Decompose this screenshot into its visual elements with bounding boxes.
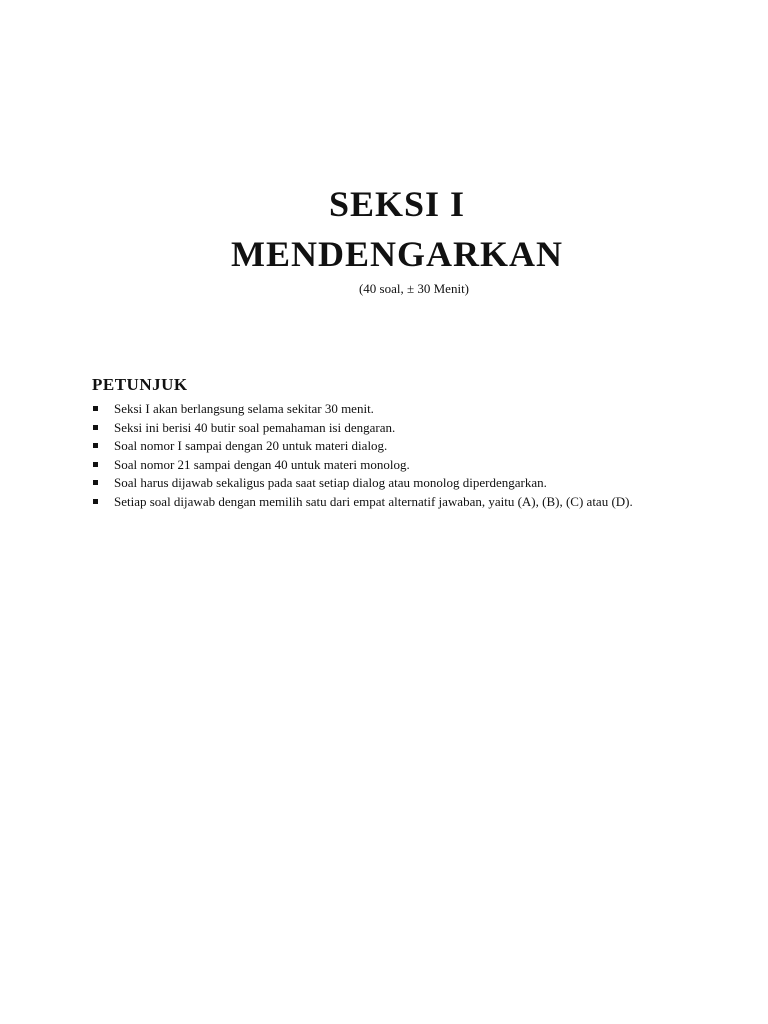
square-bullet-icon: [93, 406, 98, 411]
instruction-item: [92, 474, 722, 493]
square-bullet-icon: [93, 480, 98, 485]
instructions-heading: PETUNJUK: [92, 375, 188, 394]
square-bullet-icon: [93, 443, 98, 448]
instruction-item: [92, 493, 722, 512]
instruction-item: [92, 419, 722, 438]
instructions-block: [92, 376, 722, 511]
section-duration-note: (40 soal, ± 30 Menit): [358, 281, 470, 296]
square-bullet-icon: [93, 462, 98, 467]
instruction-text: Setiap soal dijawab dengan memilih satu dari empat alternatif jawaban, yaitu (A), (B), (C) atau (D).: [114, 493, 633, 509]
instruction-text: Seksi I akan berlangsung selama sekitar 30 menit.: [114, 401, 374, 416]
instruction-item: [92, 400, 722, 419]
instruction-text: Seksi ini berisi 40 butir soal pemahaman isi dengaran.: [114, 419, 396, 435]
instruction-item: [92, 437, 722, 456]
instruction-text: Soal nomor 21 sampai dengan 40 untuk materi monolog.: [114, 456, 410, 472]
instruction-text: Soal nomor I sampai dengan 20 untuk materi dialog.: [114, 438, 388, 453]
instruction-item: [92, 456, 722, 475]
section-title: SEKSI I: [328, 184, 466, 224]
square-bullet-icon: [93, 499, 98, 504]
square-bullet-icon: [93, 425, 98, 430]
section-subtitle-heading: MENDENGARKAN: [231, 234, 563, 274]
instruction-list: [92, 400, 722, 511]
instruction-text: Soal harus dijawab sekaligus pada saat setiap dialog atau monolog diperdengarkan.: [114, 475, 547, 490]
